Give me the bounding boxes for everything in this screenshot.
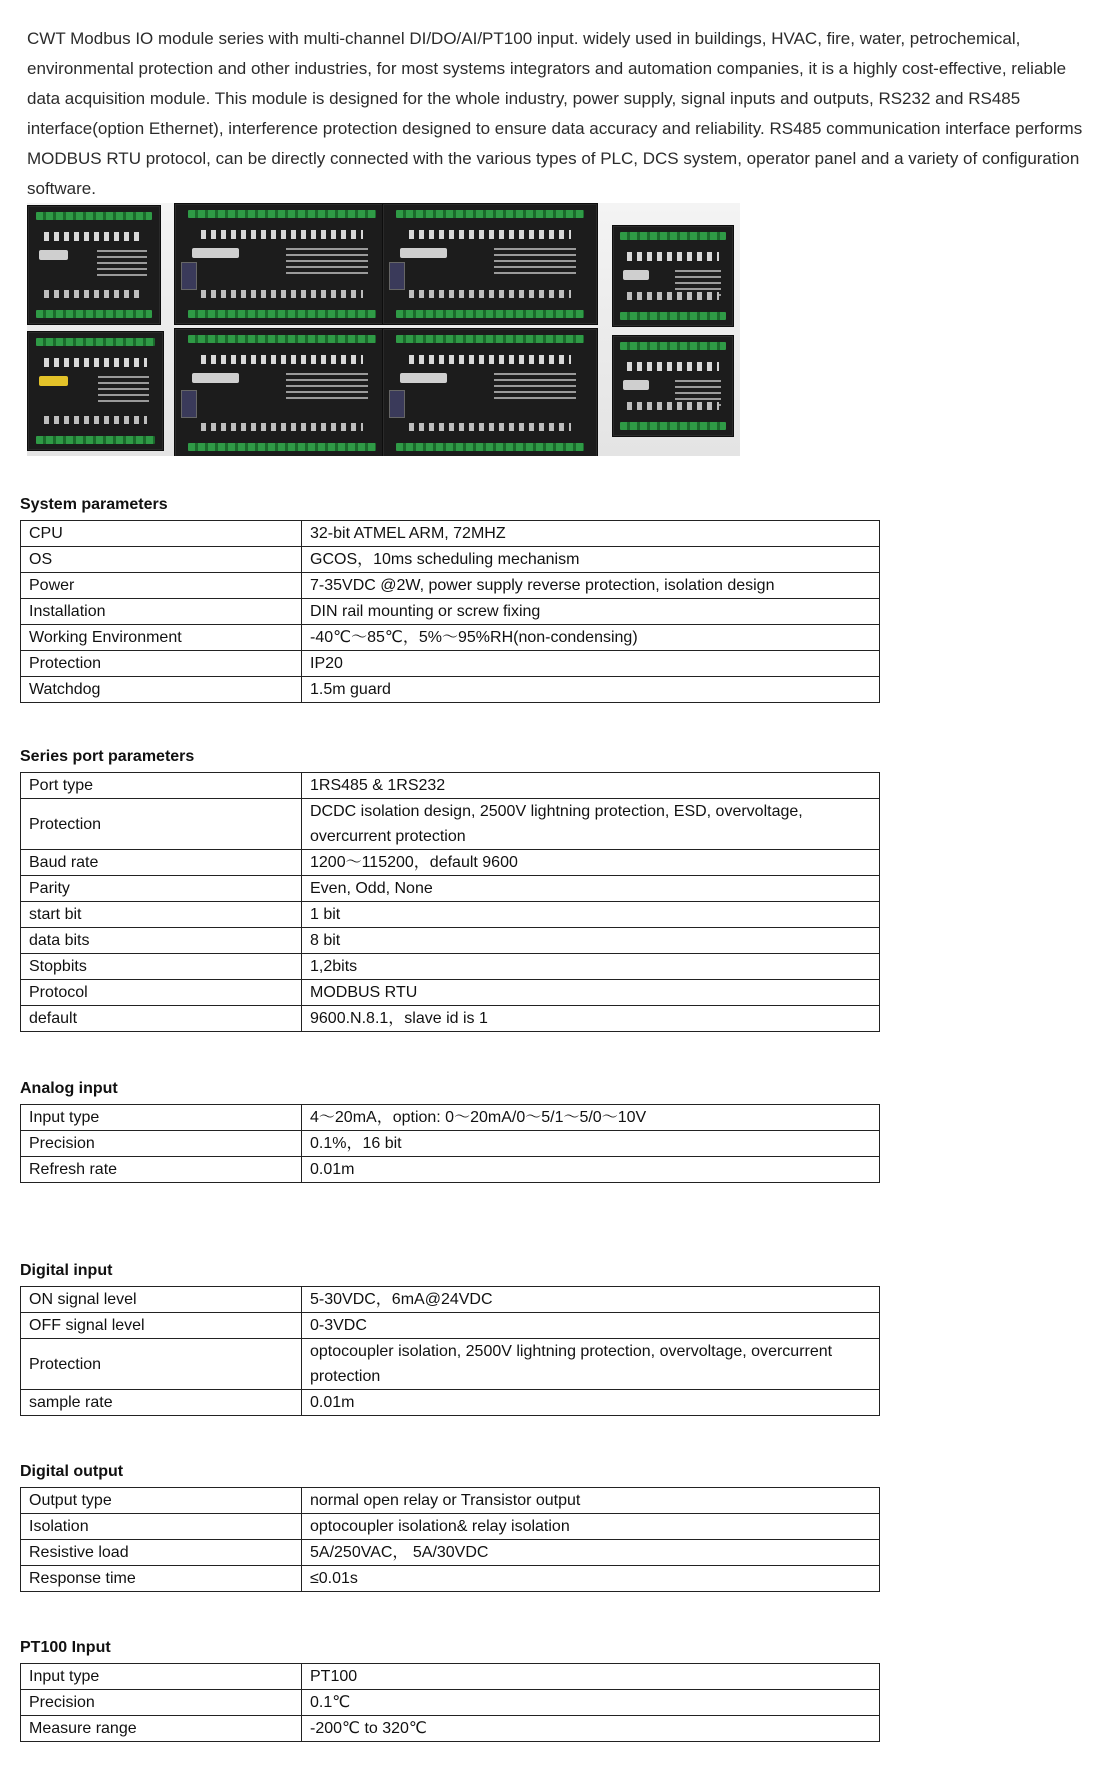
table-row xyxy=(21,1105,880,1131)
io-module xyxy=(174,203,390,325)
param-value: optocoupler isolation, 2500V lightning protection, overvoltage, overcurrent protection xyxy=(302,1339,880,1390)
param-value: DIN rail mounting or screw fixing xyxy=(302,599,880,625)
table-row xyxy=(21,1157,880,1183)
param-name: Parity xyxy=(21,876,302,902)
table-row xyxy=(21,573,880,599)
table-row xyxy=(21,1006,880,1032)
io-module xyxy=(382,203,598,325)
param-value: 9600.N.8.1，slave id is 1 xyxy=(302,1006,880,1032)
param-value: 0-3VDC xyxy=(302,1313,880,1339)
section-title-pt100: PT100 Input xyxy=(20,1639,111,1656)
param-name: ON signal level xyxy=(21,1287,302,1313)
param-value: 7-35VDC @2W, power supply reverse protection, isolation design xyxy=(302,573,880,599)
table-row xyxy=(21,773,880,799)
table-row xyxy=(21,1313,880,1339)
section-title-serial: Series port parameters xyxy=(20,748,195,765)
io-module xyxy=(612,225,734,327)
param-name: Working Environment xyxy=(21,625,302,651)
table-row xyxy=(21,1390,880,1416)
param-name: Response time xyxy=(21,1566,302,1592)
serial-port-table xyxy=(20,772,880,1032)
system-parameters-table xyxy=(20,520,880,703)
param-value: optocoupler isolation& relay isolation xyxy=(302,1514,880,1540)
param-value: 0.01m xyxy=(302,1157,880,1183)
section-title-digital-output: Digital output xyxy=(20,1463,124,1480)
table-row xyxy=(21,1566,880,1592)
param-value: 5A/250VAC， 5A/30VDC xyxy=(302,1540,880,1566)
param-name: Resistive load xyxy=(21,1540,302,1566)
param-name: Precision xyxy=(21,1690,302,1716)
table-row xyxy=(21,547,880,573)
param-name: Protection xyxy=(21,799,302,850)
table-row xyxy=(21,850,880,876)
section-title-system: System parameters xyxy=(20,496,168,513)
digital-input-table xyxy=(20,1286,880,1416)
table-row xyxy=(21,980,880,1006)
param-name: Watchdog xyxy=(21,677,302,703)
param-value: 32-bit ATMEL ARM, 72MHZ xyxy=(302,521,880,547)
param-value: IP20 xyxy=(302,651,880,677)
param-name: CPU xyxy=(21,521,302,547)
param-name: Stopbits xyxy=(21,954,302,980)
table-row xyxy=(21,876,880,902)
param-name: default xyxy=(21,1006,302,1032)
param-value: -200℃ to 320℃ xyxy=(302,1716,880,1742)
param-name: Protection xyxy=(21,651,302,677)
param-name: Output type xyxy=(21,1488,302,1514)
param-value: 8 bit xyxy=(302,928,880,954)
param-name: Input type xyxy=(21,1105,302,1131)
table-row xyxy=(21,1488,880,1514)
param-value: 5-30VDC，6mA@24VDC xyxy=(302,1287,880,1313)
io-module xyxy=(382,328,598,456)
param-value: GCOS，10ms scheduling mechanism xyxy=(302,547,880,573)
table-row xyxy=(21,1514,880,1540)
param-name: Measure range xyxy=(21,1716,302,1742)
param-value: 1 bit xyxy=(302,902,880,928)
table-row xyxy=(21,1287,880,1313)
param-value: Even, Odd, None xyxy=(302,876,880,902)
digital-output-table xyxy=(20,1487,880,1592)
io-module xyxy=(612,335,734,437)
table-row xyxy=(21,1690,880,1716)
param-name: Protocol xyxy=(21,980,302,1006)
param-value: ≤0.01s xyxy=(302,1566,880,1592)
intro-paragraph: CWT Modbus IO module series with multi-channel DI/DO/AI/PT100 input. widely used in buildings, HVAC, fire, water, petrochemical, environmental protection and other industries, for most systems integrators and automation companies, it is a highly cost-effective, reliable data acquisition module. This module is designed for the whole industry, power supply, signal inputs and outputs, RS232 and RS485 interface(option Ethernet), interference protection designed to ensure data accuracy and reliability. RS485 communication interface performs MODBUS RTU protocol, can be directly connected with the various types of PLC, DCS system, operator panel and a variety of configuration software. xyxy=(27,29,1083,198)
param-value: MODBUS RTU xyxy=(302,980,880,1006)
table-row xyxy=(21,599,880,625)
param-value: 1.5m guard xyxy=(302,677,880,703)
section-title-digital-input: Digital input xyxy=(20,1262,113,1279)
param-name: Protection xyxy=(21,1339,302,1390)
table-row xyxy=(21,677,880,703)
table-row xyxy=(21,1716,880,1742)
param-name: sample rate xyxy=(21,1390,302,1416)
table-row xyxy=(21,651,880,677)
table-row xyxy=(21,928,880,954)
io-module xyxy=(27,205,161,325)
param-value: 1,2bits xyxy=(302,954,880,980)
param-name: Isolation xyxy=(21,1514,302,1540)
param-name: Port type xyxy=(21,773,302,799)
param-value: 0.01m xyxy=(302,1390,880,1416)
table-row xyxy=(21,902,880,928)
param-name: OS xyxy=(21,547,302,573)
param-name: data bits xyxy=(21,928,302,954)
param-value: 4～20mA，option: 0～20mA/0～5/1～5/0～10V xyxy=(302,1105,880,1131)
param-value: 1RS485 & 1RS232 xyxy=(302,773,880,799)
param-value: 0.1℃ xyxy=(302,1690,880,1716)
io-module xyxy=(27,331,164,451)
param-value: 0.1%，16 bit xyxy=(302,1131,880,1157)
table-row xyxy=(21,1339,880,1390)
table-row xyxy=(21,954,880,980)
table-row xyxy=(21,1664,880,1690)
param-value: PT100 xyxy=(302,1664,880,1690)
section-title-analog: Analog input xyxy=(20,1080,118,1097)
param-name: start bit xyxy=(21,902,302,928)
param-value: -40℃～85℃，5%～95%RH(non-condensing) xyxy=(302,625,880,651)
param-name: Installation xyxy=(21,599,302,625)
param-name: Refresh rate xyxy=(21,1157,302,1183)
table-row xyxy=(21,521,880,547)
product-photo xyxy=(27,203,740,456)
param-name: Input type xyxy=(21,1664,302,1690)
io-module xyxy=(174,328,390,456)
table-row xyxy=(21,1540,880,1566)
param-value: DCDC isolation design, 2500V lightning protection, ESD, overvoltage, overcurrent protection xyxy=(302,799,880,850)
table-row xyxy=(21,625,880,651)
analog-input-table xyxy=(20,1104,880,1183)
table-row xyxy=(21,1131,880,1157)
param-value: 1200～115200，default 9600 xyxy=(302,850,880,876)
param-name: Baud rate xyxy=(21,850,302,876)
pt100-input-table xyxy=(20,1663,880,1742)
table-row xyxy=(21,799,880,850)
param-name: Precision xyxy=(21,1131,302,1157)
param-value: normal open relay or Transistor output xyxy=(302,1488,880,1514)
param-name: Power xyxy=(21,573,302,599)
param-name: OFF signal level xyxy=(21,1313,302,1339)
